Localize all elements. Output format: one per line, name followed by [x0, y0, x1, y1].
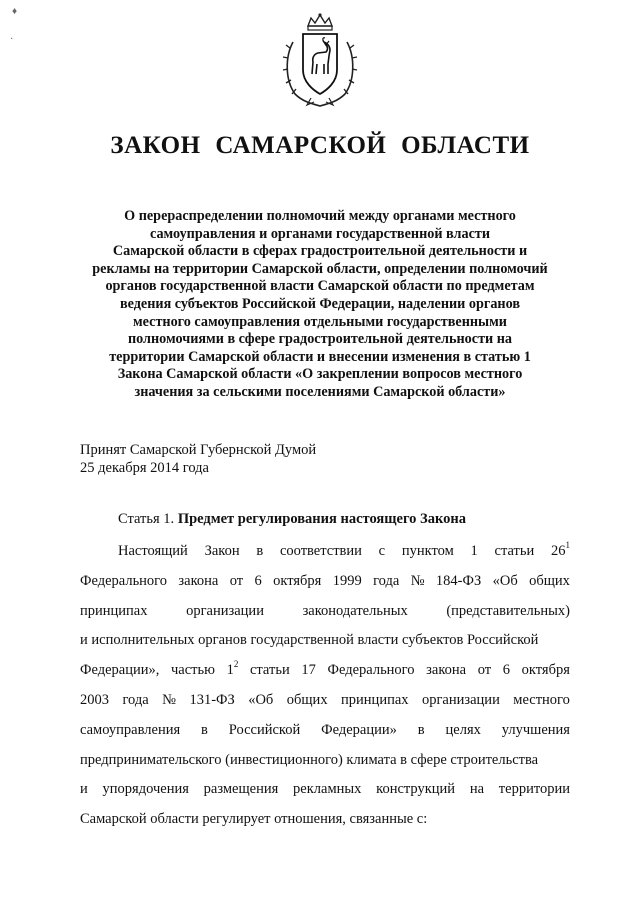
- article-title: Предмет регулирования настоящего Закона: [177, 511, 466, 527]
- article-word: 17: [301, 662, 316, 679]
- article-heading: [118, 511, 466, 528]
- article-line: [80, 656, 570, 686]
- article-word: Российской: [228, 721, 301, 738]
- article-word: №: [410, 572, 425, 589]
- article-line: [80, 775, 570, 805]
- article-word: частью: [171, 662, 215, 679]
- adoption-info: [80, 441, 316, 477]
- article-word: с: [378, 543, 386, 559]
- article-line: [80, 626, 570, 656]
- superscript: 2: [233, 659, 239, 670]
- article-line: [80, 746, 570, 776]
- article-word: $26^1$: [551, 540, 570, 559]
- article-word: самоуправления: [80, 721, 181, 738]
- article-word: закона: [178, 572, 219, 589]
- article-word: улучшения: [501, 721, 570, 738]
- article-word: целях: [445, 721, 481, 738]
- subject-line: Закона Самарской области «О закреплении вопросов местного: [117, 366, 523, 383]
- subject-line: значения за сельскими поселениями Самарской области»: [134, 383, 506, 400]
- article-word: (представительных): [446, 602, 570, 619]
- article-word: статьи: [494, 543, 535, 559]
- subject-line: Самарской области в сферах градостроительной деятельности и: [112, 243, 528, 260]
- article-word: Федерального: [327, 662, 415, 679]
- article-line: [80, 805, 570, 835]
- article-word: статьи: [249, 662, 290, 679]
- adopted-date: 25 декабря 2014 года: [80, 460, 209, 476]
- article-word: рекламных: [293, 781, 362, 798]
- article-word: Закон: [204, 543, 240, 559]
- article-line: [80, 537, 570, 567]
- article-body: [80, 537, 570, 835]
- article-word: Настоящий: [118, 543, 188, 559]
- article-word: 184-ФЗ: [435, 572, 482, 589]
- article-word: №: [162, 691, 176, 708]
- article-line: [80, 686, 570, 716]
- article-word: «Об: [248, 691, 274, 708]
- article-word: от: [477, 662, 492, 679]
- article-word: $1^2$: [226, 659, 239, 679]
- article-word: организации: [421, 691, 500, 708]
- article-word: принципах: [80, 602, 148, 619]
- article-word: организации: [186, 602, 264, 619]
- article-word: Самарской области регулирует отношения, связанные с:: [80, 811, 428, 828]
- subject-line: рекламы на территории Самарской области, определении полномочий: [92, 260, 548, 277]
- article-line: [80, 716, 570, 746]
- article-word: 1999: [332, 572, 362, 589]
- subject-line: ведения субъектов Российской Федерации, наделении органов: [119, 295, 521, 312]
- article-word: упорядочения: [102, 781, 189, 798]
- article-word: Федерального: [80, 572, 168, 589]
- article-word: от: [229, 572, 244, 589]
- scan-mark: ·: [10, 34, 14, 45]
- article-number: Статья 1.: [118, 511, 175, 527]
- article-word: территории: [498, 781, 570, 798]
- article-word: Федерации»,: [80, 662, 160, 679]
- article-word: принципах: [341, 691, 409, 708]
- superscript: 1: [565, 540, 570, 550]
- article-word: в: [256, 543, 264, 559]
- article-word: закона: [426, 662, 467, 679]
- subject-line: самоуправления и органами государственной власти: [149, 225, 491, 242]
- article-word: на: [469, 781, 485, 798]
- article-word: и исполнительных органов государственной власти субъектов Российской: [80, 632, 539, 649]
- article-word: 131-ФЗ: [189, 691, 235, 708]
- law-title: ЗАКОН САМАРСКОЙ ОБЛАСТИ: [110, 132, 530, 159]
- subject-line: полномочиями в сфере градостроительной деятельности на: [127, 331, 513, 348]
- article-word: 6: [502, 662, 511, 679]
- article-word: предпринимательского (инвестиционного) климата в сфере строительства: [80, 751, 539, 768]
- subject-line: О перераспределении полномочий между органами местного: [124, 208, 516, 224]
- article-word: года: [373, 572, 400, 589]
- article-word: октября: [521, 662, 570, 679]
- article-word: 2003: [80, 691, 109, 708]
- article-word: Федерации»: [321, 721, 397, 738]
- article-word: октября: [273, 572, 322, 589]
- article-line: [80, 597, 570, 627]
- subject-line: органов государственной власти Самарской области по предметам: [105, 278, 535, 295]
- subject-line: местного самоуправления отдельными государственными: [133, 313, 507, 330]
- article-word: года: [122, 691, 149, 708]
- article-word: размещения: [203, 781, 279, 798]
- article-word: местного: [513, 691, 570, 708]
- article-word: общих: [529, 572, 570, 589]
- article-word: пунктом: [401, 543, 454, 559]
- subject-line: территории Самарской области и внесении изменения в статью 1: [109, 348, 531, 365]
- article-word: и: [80, 781, 88, 798]
- scan-mark: ♦: [12, 6, 18, 17]
- law-subject: [80, 208, 560, 402]
- article-word: в: [417, 721, 425, 738]
- article-word: соответствии: [279, 543, 362, 559]
- article-line: [80, 567, 570, 597]
- adopted-by: Принят Самарской Губернской Думой: [80, 442, 317, 458]
- article-word: общих: [286, 691, 328, 708]
- article-word: законодательных: [302, 602, 408, 619]
- samara-coat-of-arms-icon: [281, 12, 359, 108]
- article-word: 1: [470, 543, 478, 559]
- article-word: 6: [254, 572, 262, 589]
- article-word: в: [201, 721, 208, 738]
- article-word: конструкций: [376, 781, 456, 798]
- article-word: «Об: [492, 572, 518, 589]
